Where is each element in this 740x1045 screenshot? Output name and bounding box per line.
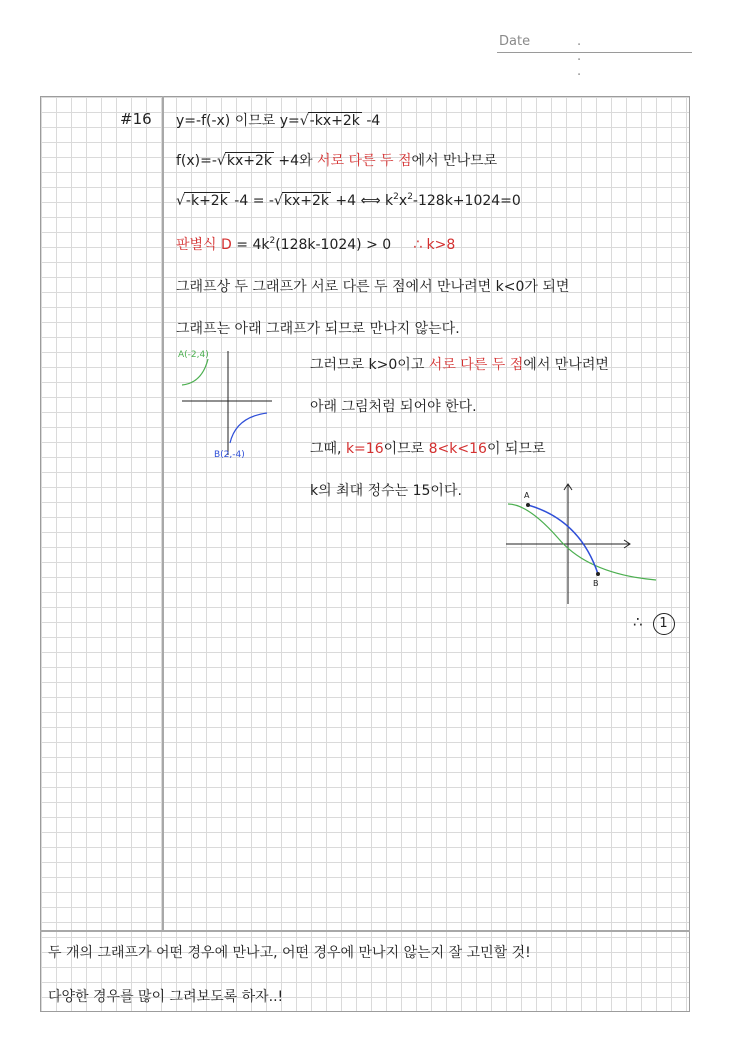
line7-highlight: 서로 다른 두 점	[428, 357, 524, 373]
eq4-part1: = 4k	[231, 237, 270, 253]
text-line-9	[310, 438, 545, 458]
eq1-part2: -4	[361, 113, 381, 129]
eq2-part3: 에서 만나므로	[411, 153, 498, 169]
graph2-label-b: B	[593, 579, 599, 588]
line9-range: 8<k<16	[428, 441, 487, 457]
line9-part3: 이 되므로	[486, 441, 546, 457]
footer-note-1: 두 개의 그래프가 어떤 경우에 만나고, 어떤 경우에 만나지 않는지 잘 고민할 것!	[48, 945, 531, 961]
graph1-green-curve	[182, 359, 208, 385]
eq3-exp1: 2	[393, 192, 399, 202]
line7-part2: 에서 만나려면	[523, 357, 609, 373]
footer-note-2: 다양한 경우를 많이 그려보도록 하자..!	[48, 989, 284, 1005]
text-line-5: 그래프상 두 그래프가 서로 다른 두 점에서 만나려면 k<0가 되면	[176, 279, 570, 295]
discriminant-label: 판별식 D	[176, 237, 232, 253]
line9-part2: 이므로	[383, 441, 429, 457]
sqrt-icon: √	[216, 153, 226, 169]
equation-line-1	[176, 110, 380, 130]
eq3-part3: x	[398, 193, 408, 209]
sqrt-icon: √	[176, 193, 185, 209]
sqrt-icon: √	[299, 113, 309, 129]
text-line-10: k의 최대 정수는 15이다.	[310, 483, 462, 499]
line9-part1: 그때,	[310, 441, 346, 457]
therefore-symbol: ∴	[633, 613, 643, 631]
eq3-part4: -128k+1024=0	[412, 193, 521, 209]
margin-rule	[162, 96, 164, 930]
graph1-blue-curve	[230, 413, 267, 443]
eq2-highlight: 서로 다른 두 점	[317, 153, 412, 169]
line7-part1: 그러므로 k>0이고	[310, 357, 429, 373]
graph2-label-a: A	[524, 491, 530, 500]
answer-choice-circle: 1	[653, 613, 675, 635]
eq2-part1: f(x)=-	[176, 153, 217, 169]
eq3-part2: +4 ⟺ k	[330, 193, 394, 209]
graph1-label-b: B(2,-4)	[214, 450, 245, 460]
equation-line-3	[176, 192, 521, 209]
eq2-part2: +4와	[273, 153, 318, 169]
eq1-radicand: -kx+2k	[309, 113, 360, 129]
text-line-8: 아래 그림처럼 되어야 한다.	[310, 399, 477, 415]
graph-k-positive	[500, 480, 660, 610]
graph1-label-a: A(-2,4)	[178, 350, 209, 360]
text-line-7	[310, 354, 609, 374]
sqrt-icon: √	[273, 193, 283, 209]
equation-line-2	[176, 150, 497, 170]
graph2-blue-curve	[528, 505, 598, 574]
problem-number: #16	[120, 110, 152, 128]
eq3-part1: -4 = -	[229, 193, 274, 209]
graph-k-negative	[172, 345, 282, 463]
eq1-part1: y=-f(-x) 이므로 y=	[176, 113, 300, 129]
eq3-radicand1: -k+2k	[185, 193, 228, 209]
graph2-point-b	[596, 572, 600, 576]
date-dots: . . .	[577, 34, 632, 79]
date-label: Date	[499, 34, 531, 49]
final-answer	[633, 613, 675, 635]
date-field	[497, 32, 692, 79]
footer-rule	[40, 930, 690, 932]
eq4-part2: (128k-1024) > 0	[275, 237, 392, 253]
text-line-6: 그래프는 아래 그래프가 되므로 만나지 않는다.	[176, 321, 460, 337]
graph2-point-a	[526, 503, 530, 507]
eq3-radicand2: kx+2k	[283, 193, 329, 209]
eq4-conclusion: ∴ k>8	[413, 237, 456, 253]
eq2-radicand: kx+2k	[226, 153, 272, 169]
line9-k-value: k=16	[345, 441, 384, 457]
eq3-exp2: 2	[407, 192, 413, 202]
eq4-exp: 2	[269, 236, 276, 246]
equation-line-4	[176, 234, 455, 254]
